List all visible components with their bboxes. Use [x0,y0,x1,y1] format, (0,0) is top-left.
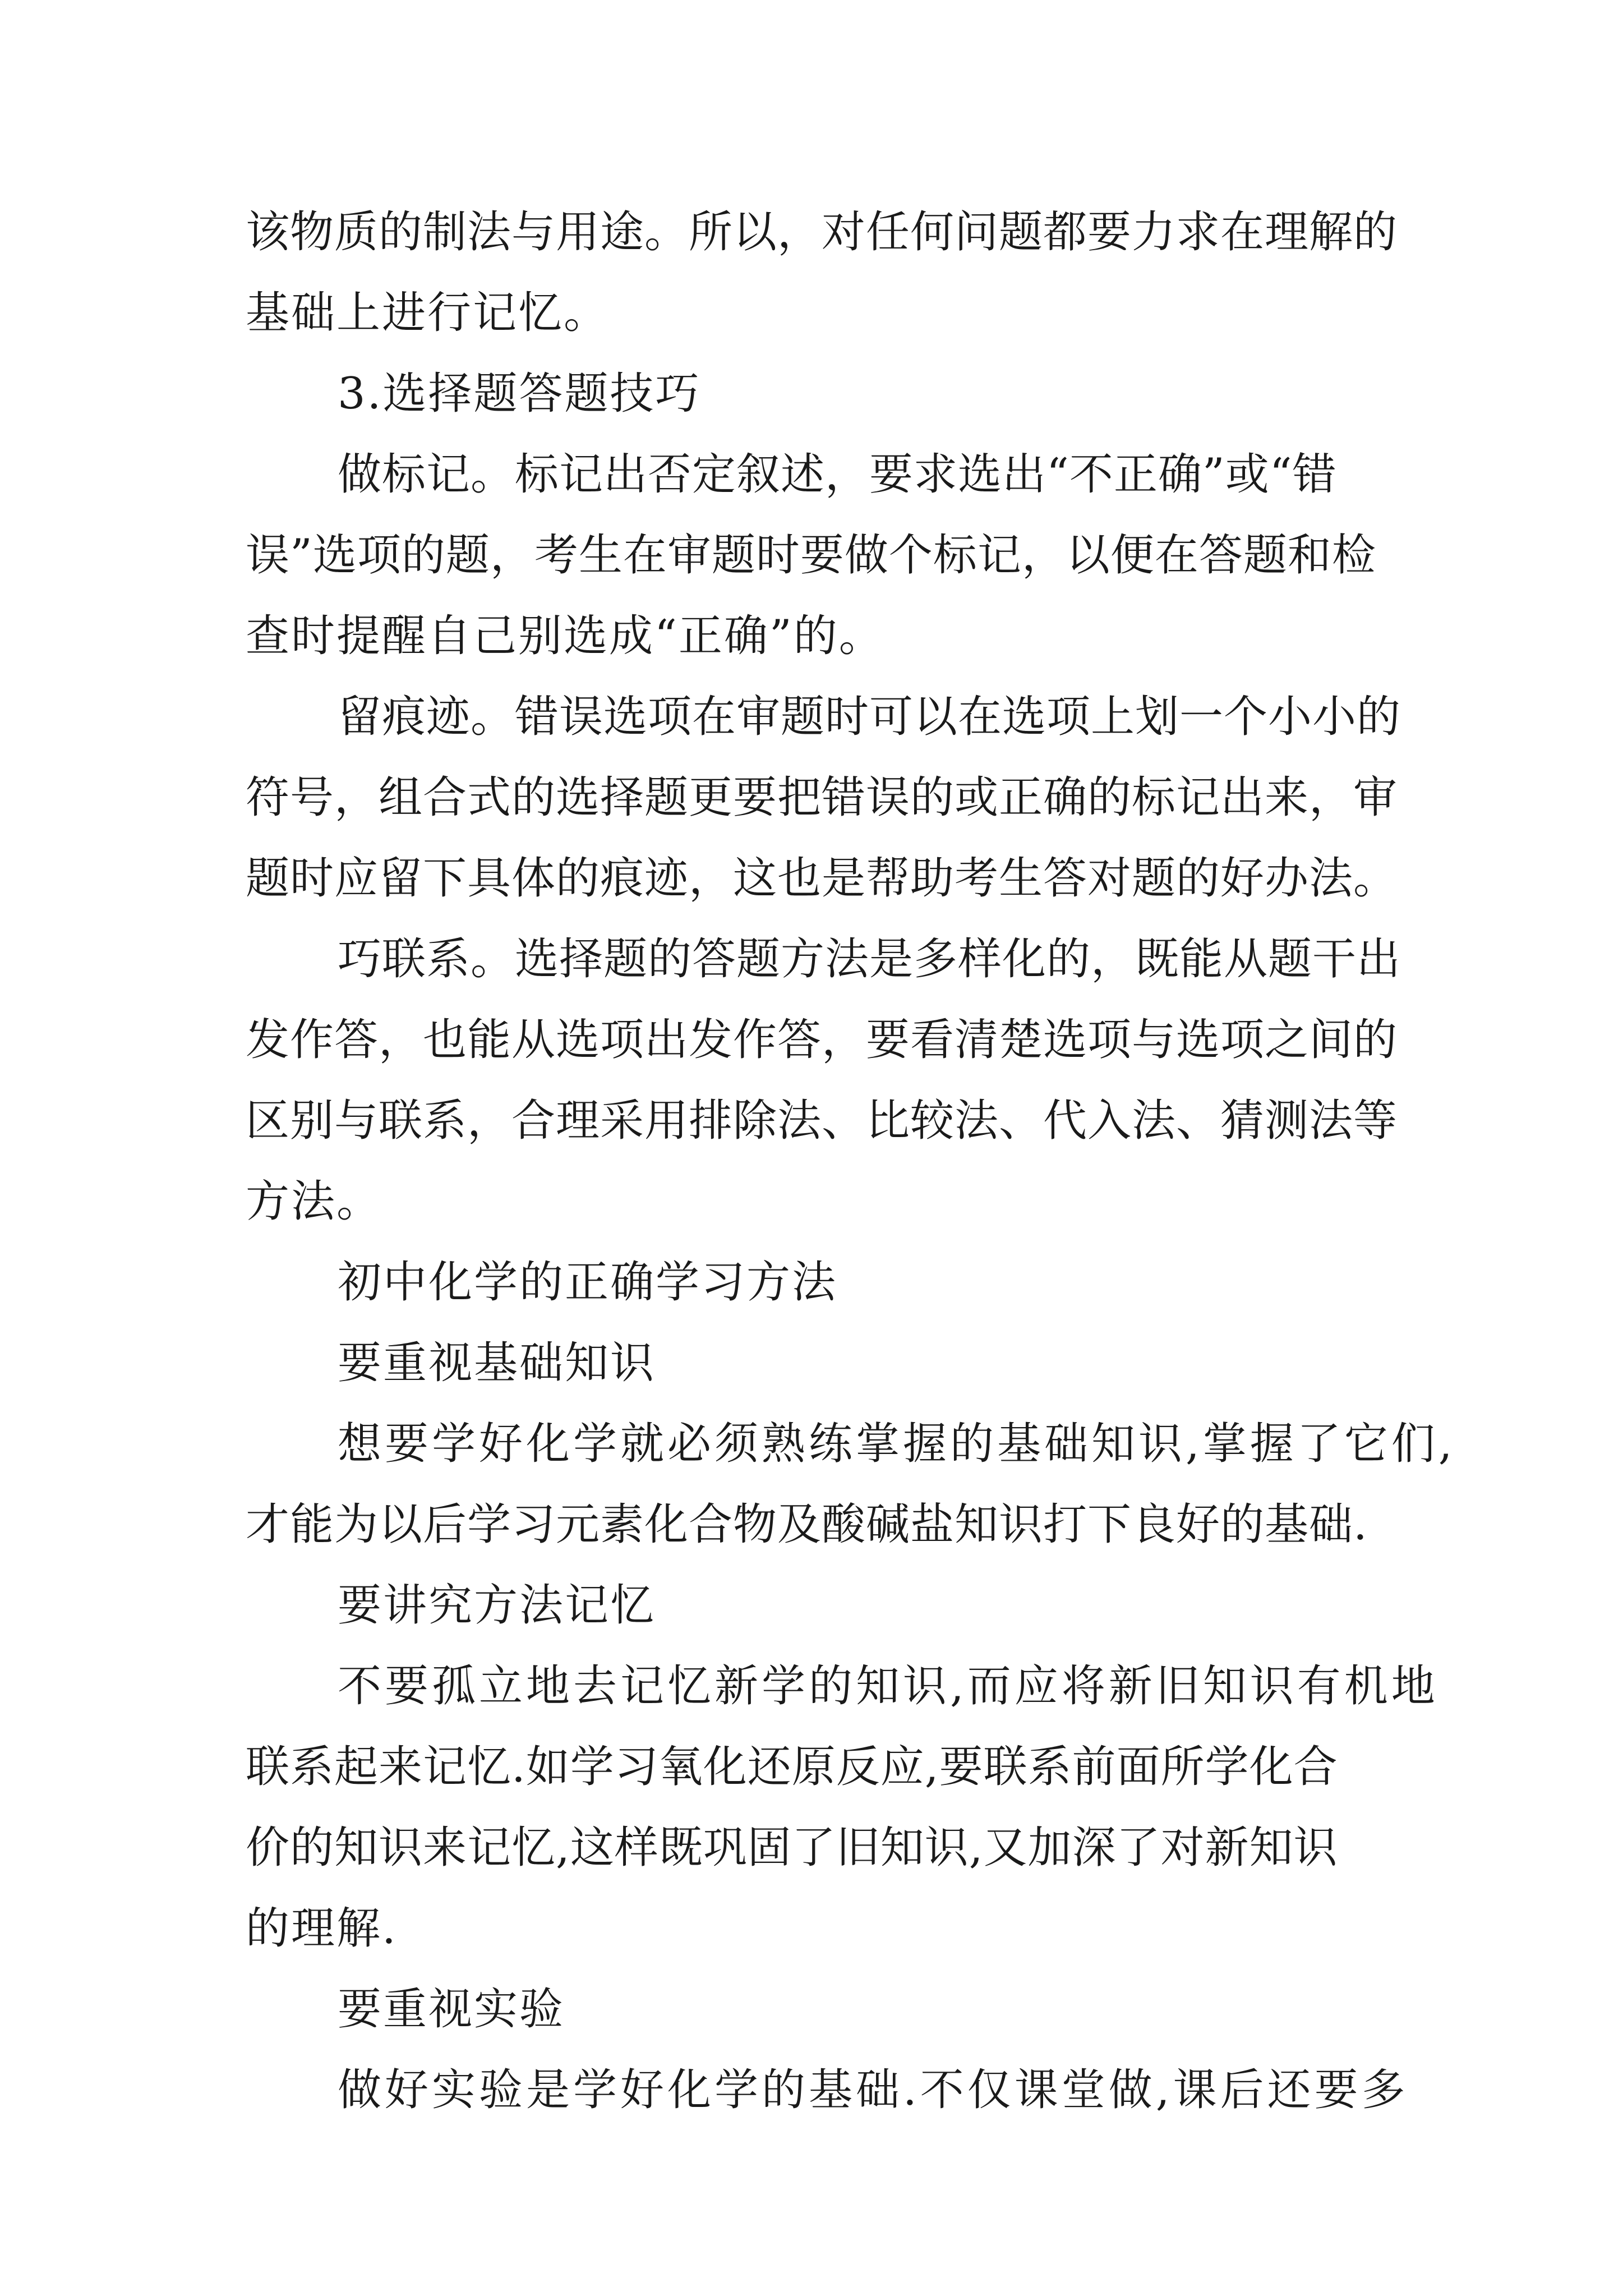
text-line: 巧联系。选择题的答题方法是多样化的，既能从题干出 [338,934,1401,984]
text-line: 价的知识来记忆,这样既巩固了旧知识,又加深了对新知识 [246,1823,1338,1873]
text-line: 留痕迹。错误选项在审题时可以在选项上划一个小小的 [338,692,1401,742]
text-line: 基础上进行记忆。 [246,288,610,338]
section-heading: 3.选择题答题技巧 [338,369,701,419]
text-line: 的理解. [246,1903,398,1954]
text-line: 发作答，也能从选项出发作答，要看清楚选项与选项之间的 [246,1015,1398,1065]
text-line: 该物质的制法与用途。所以，对任何问题都要力求在理解的 [246,207,1398,257]
text-line: 做标记。标记出否定叙述，要求选出“不正确”或“错 [338,449,1337,500]
section-heading: 要讲究方法记忆 [338,1580,656,1631]
text-line: 查时提醒自己别选成“正确”的。 [246,611,884,661]
text-line: 才能为以后学习元素化合物及酸碱盐知识打下良好的基础. [246,1499,1368,1550]
text-line: 方法。 [246,1176,382,1227]
text-line: 误”选项的题，考生在审题时要做个标记，以便在答题和检 [246,530,1376,581]
text-line: 做好实验是学好化学的基础.不仅课堂做,课后还要多 [338,2065,1409,2115]
section-heading: 要重视基础知识 [338,1338,656,1388]
text-line: 想要学好化学就必须熟练掌握的基础知识,掌握了它们, [338,1419,1456,1469]
text-line: 区别与联系，合理采用排除法、比较法、代入法、猜测法等 [246,1096,1398,1146]
text-line: 不要孤立地去记忆新学的知识,而应将新旧知识有机地 [338,1661,1438,1711]
text-line: 题时应留下具体的痕迹，这也是帮助考生答对题的好办法。 [246,853,1398,904]
text-line: 符号，组合式的选择题更要把错误的或正确的标记出来，审 [246,772,1398,823]
text-line: 联系起来记忆.如学习氧化还原反应,要联系前面所学化合 [246,1742,1338,1792]
section-heading: 要重视实验 [338,1984,565,2035]
section-heading: 初中化学的正确学习方法 [338,1257,838,1308]
